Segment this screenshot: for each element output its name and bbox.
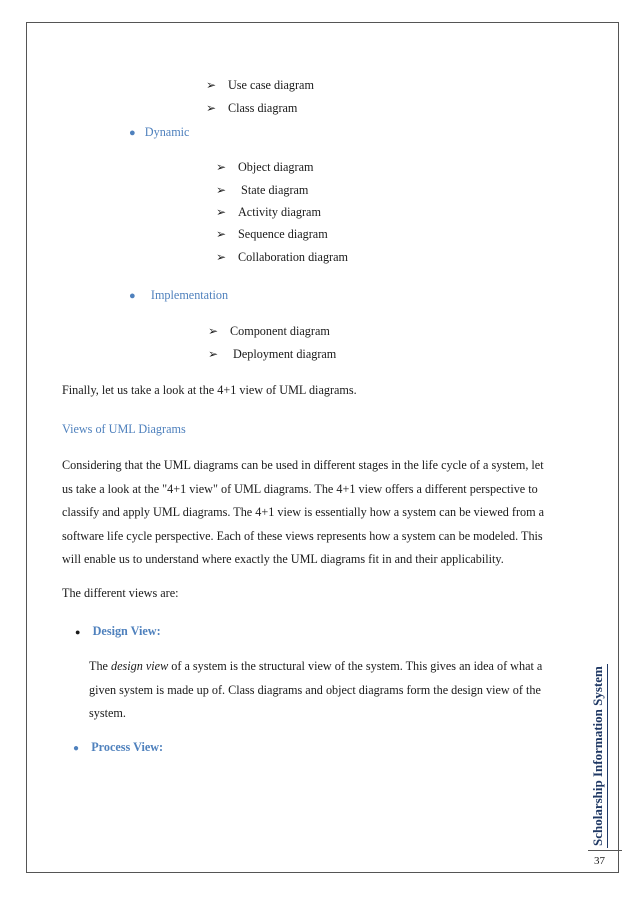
paragraph-line: system.	[89, 706, 126, 720]
list-item: ➢ Component diagram	[208, 324, 330, 338]
arrow-bullet-icon: ➢	[216, 250, 227, 264]
list-item: ➢ Use case diagram	[206, 78, 314, 92]
dot-bullet-icon: ●	[73, 743, 80, 754]
arrow-bullet-icon: ➢	[208, 347, 219, 361]
list-item: ➢ Collaboration diagram	[216, 250, 348, 264]
paragraph-line: classify and apply UML diagrams. The 4+1 view is essentially how a system can be viewed from a	[62, 505, 545, 519]
arrow-bullet-icon: ➢	[216, 227, 227, 241]
arrow-bullet-icon: ➢	[206, 78, 217, 92]
page-number: 37	[594, 855, 605, 867]
arrow-bullet-icon: ➢	[216, 160, 227, 174]
paragraph-line: Considering that the UML diagrams can be used in different stages in the life cycle of a system, let	[62, 458, 544, 472]
body-paragraph	[62, 454, 544, 572]
paragraph-line: The design view of a system is the structural view of the system. This gives an idea of what a	[89, 659, 543, 673]
arrow-bullet-icon: ➢	[216, 205, 227, 219]
list-item: ➢ Sequence diagram	[216, 227, 328, 241]
paragraph-line: us take a look at the "4+1 view" of UML diagrams. The 4+1 view offers a different perspective to	[62, 481, 538, 496]
dynamic-heading: ● Dynamic	[129, 125, 190, 139]
list-item: ➢ Class diagram	[206, 101, 298, 115]
list-item: ➢ Activity diagram	[216, 205, 321, 219]
design-view-paragraph	[89, 655, 542, 726]
sidebar-title: Scholarship Information System	[590, 664, 608, 848]
paragraph-line: will enable us to understand where exactly the UML diagrams fit in and their applicability.	[62, 552, 504, 566]
list-item: ➢ State diagram	[216, 183, 309, 197]
list-item: ➢ Object diagram	[216, 160, 314, 174]
arrow-bullet-icon: ➢	[216, 183, 227, 197]
intro-text: Finally, let us take a look at the 4+1 view of UML diagrams.	[62, 383, 357, 397]
views-intro: The different views are:	[62, 586, 179, 600]
arrow-bullet-icon: ➢	[208, 324, 219, 338]
paragraph-line: given system is made up of. Class diagrams and object diagrams form the design view of the	[89, 682, 541, 697]
design-view-heading: ● Design View:	[75, 624, 161, 638]
dot-bullet-icon: ●	[129, 127, 136, 139]
section-heading: Views of UML Diagrams	[62, 422, 186, 436]
page-number-rule	[588, 850, 622, 851]
list-item: ➢ Deployment diagram	[208, 347, 337, 361]
arrow-bullet-icon: ➢	[206, 101, 217, 115]
process-view-heading: ● Process View:	[73, 740, 164, 754]
paragraph-line: software life cycle perspective. Each of these views represents how a system can be modeled. This	[62, 528, 543, 543]
dot-bullet-icon: ●	[129, 290, 136, 302]
dot-bullet-icon: ●	[75, 627, 81, 637]
implementation-heading: ● Implementation	[129, 288, 229, 302]
